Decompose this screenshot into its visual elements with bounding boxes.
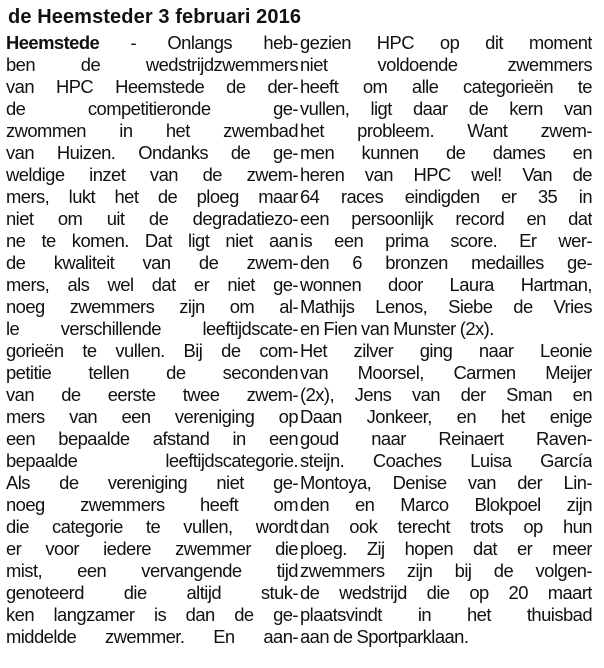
article-line: zwommen in het zwembad	[6, 120, 298, 141]
article-line: Montoya, Denise van der Lin-	[300, 472, 592, 493]
article-line: steijn. Coaches Luisa García	[300, 450, 592, 471]
article-line: dan ook terecht trots op hun	[300, 516, 592, 537]
article-line: bepaalde leeftijdscategorie.	[6, 450, 298, 471]
article-line: heeft om alle categorieën te	[300, 76, 592, 97]
article-line: Mathijs Lenos, Siebe de Vries	[300, 296, 592, 317]
article-line: het probleem. Want zwem-	[300, 120, 592, 141]
article-line: goud naar Reinaert Raven-	[300, 428, 592, 449]
article-line: ken langzamer is dan de ge-	[6, 604, 298, 625]
article-line: heren van HPC wel! Van de	[300, 164, 592, 185]
article-line: 64 races eindigden er 35 in	[300, 186, 592, 207]
article-line: petitie tellen de seconden	[6, 362, 298, 383]
article-column-left	[6, 32, 298, 648]
article-line: van Huizen. Ondanks de ge-	[6, 142, 298, 163]
article-line: wonnen door Laura Hartman,	[300, 274, 592, 295]
article-line: Daan Jonkeer, en het enige	[300, 406, 592, 427]
article-line: ne te komen. Dat ligt niet aan	[6, 230, 298, 251]
article-line: noeg zwemmers heeft om	[6, 494, 298, 515]
article-line: gorieën te vullen. Bij de com-	[6, 340, 298, 361]
article-dateline: Heemstede	[6, 32, 100, 53]
article-intro-text: - Onlangs heb-	[99, 32, 298, 53]
article-line: noeg zwemmers zijn om al-	[6, 296, 298, 317]
article-line	[6, 32, 298, 54]
article-column-right	[300, 32, 592, 648]
article-line: van Moorsel, Carmen Meijer	[300, 362, 592, 383]
article-line: mers, als wel dat er niet ge-	[6, 274, 298, 295]
article-line: den en Marco Blokpoel zijn	[300, 494, 592, 515]
article-line: Als de vereniging niet ge-	[6, 472, 298, 493]
article-line: zwemmers zijn bij de volgen-	[300, 560, 592, 581]
article-line: genoteerd die altijd stuk-	[6, 582, 298, 603]
article-line: de kwaliteit van de zwem-	[6, 252, 298, 273]
newspaper-header: de Heemsteder 3 februari 2016	[8, 6, 302, 28]
article-line: mers van een vereniging op	[6, 406, 298, 427]
article-line: en Fien van Munster (2x).	[300, 318, 494, 339]
article-line: (2x), Jens van der Sman en	[300, 384, 592, 405]
article-line: een persoonlijk record en dat	[300, 208, 592, 229]
article-line: er voor iedere zwemmer die	[6, 538, 298, 559]
article-line: de competitieronde ge-	[6, 98, 298, 119]
article-line: Het zilver ging naar Leonie	[300, 340, 592, 361]
article-line: is een prima score. Er wer-	[300, 230, 592, 251]
article-line: den 6 bronzen medailles ge-	[300, 252, 592, 273]
article-line: le verschillende leeftijdscate-	[6, 318, 298, 339]
article-line: van de eerste twee zwem-	[6, 384, 298, 405]
article-line: die categorie te vullen, wordt	[6, 516, 298, 537]
article-line: van HPC Heemstede de der-	[6, 76, 298, 97]
article-line: niet om uit de degradatiezo-	[6, 208, 298, 229]
article-line: niet voldoende zwemmers	[300, 54, 592, 75]
article-line: middelde zwemmer. En aan-	[6, 626, 298, 647]
article-line: men kunnen de dames en	[300, 142, 592, 163]
article-line: mers, lukt het de ploeg maar	[6, 186, 298, 207]
article-line: de wedstrijd die op 20 maart	[300, 582, 592, 603]
article-line: ben de wedstrijdzwemmers	[6, 54, 298, 75]
article-line: gezien HPC op dit moment	[300, 32, 592, 53]
article-line: mist, een vervangende tijd	[6, 560, 298, 581]
article-line: een bepaalde afstand in een	[6, 428, 298, 449]
article-line: ploeg. Zij hopen dat er meer	[300, 538, 592, 559]
article-line: aan de Sportparklaan.	[300, 626, 469, 647]
article-line: plaatsvindt in het thuisbad	[300, 604, 592, 625]
article-line: vullen, ligt daar de kern van	[300, 98, 592, 119]
article-line: weldige inzet van de zwem-	[6, 164, 298, 185]
